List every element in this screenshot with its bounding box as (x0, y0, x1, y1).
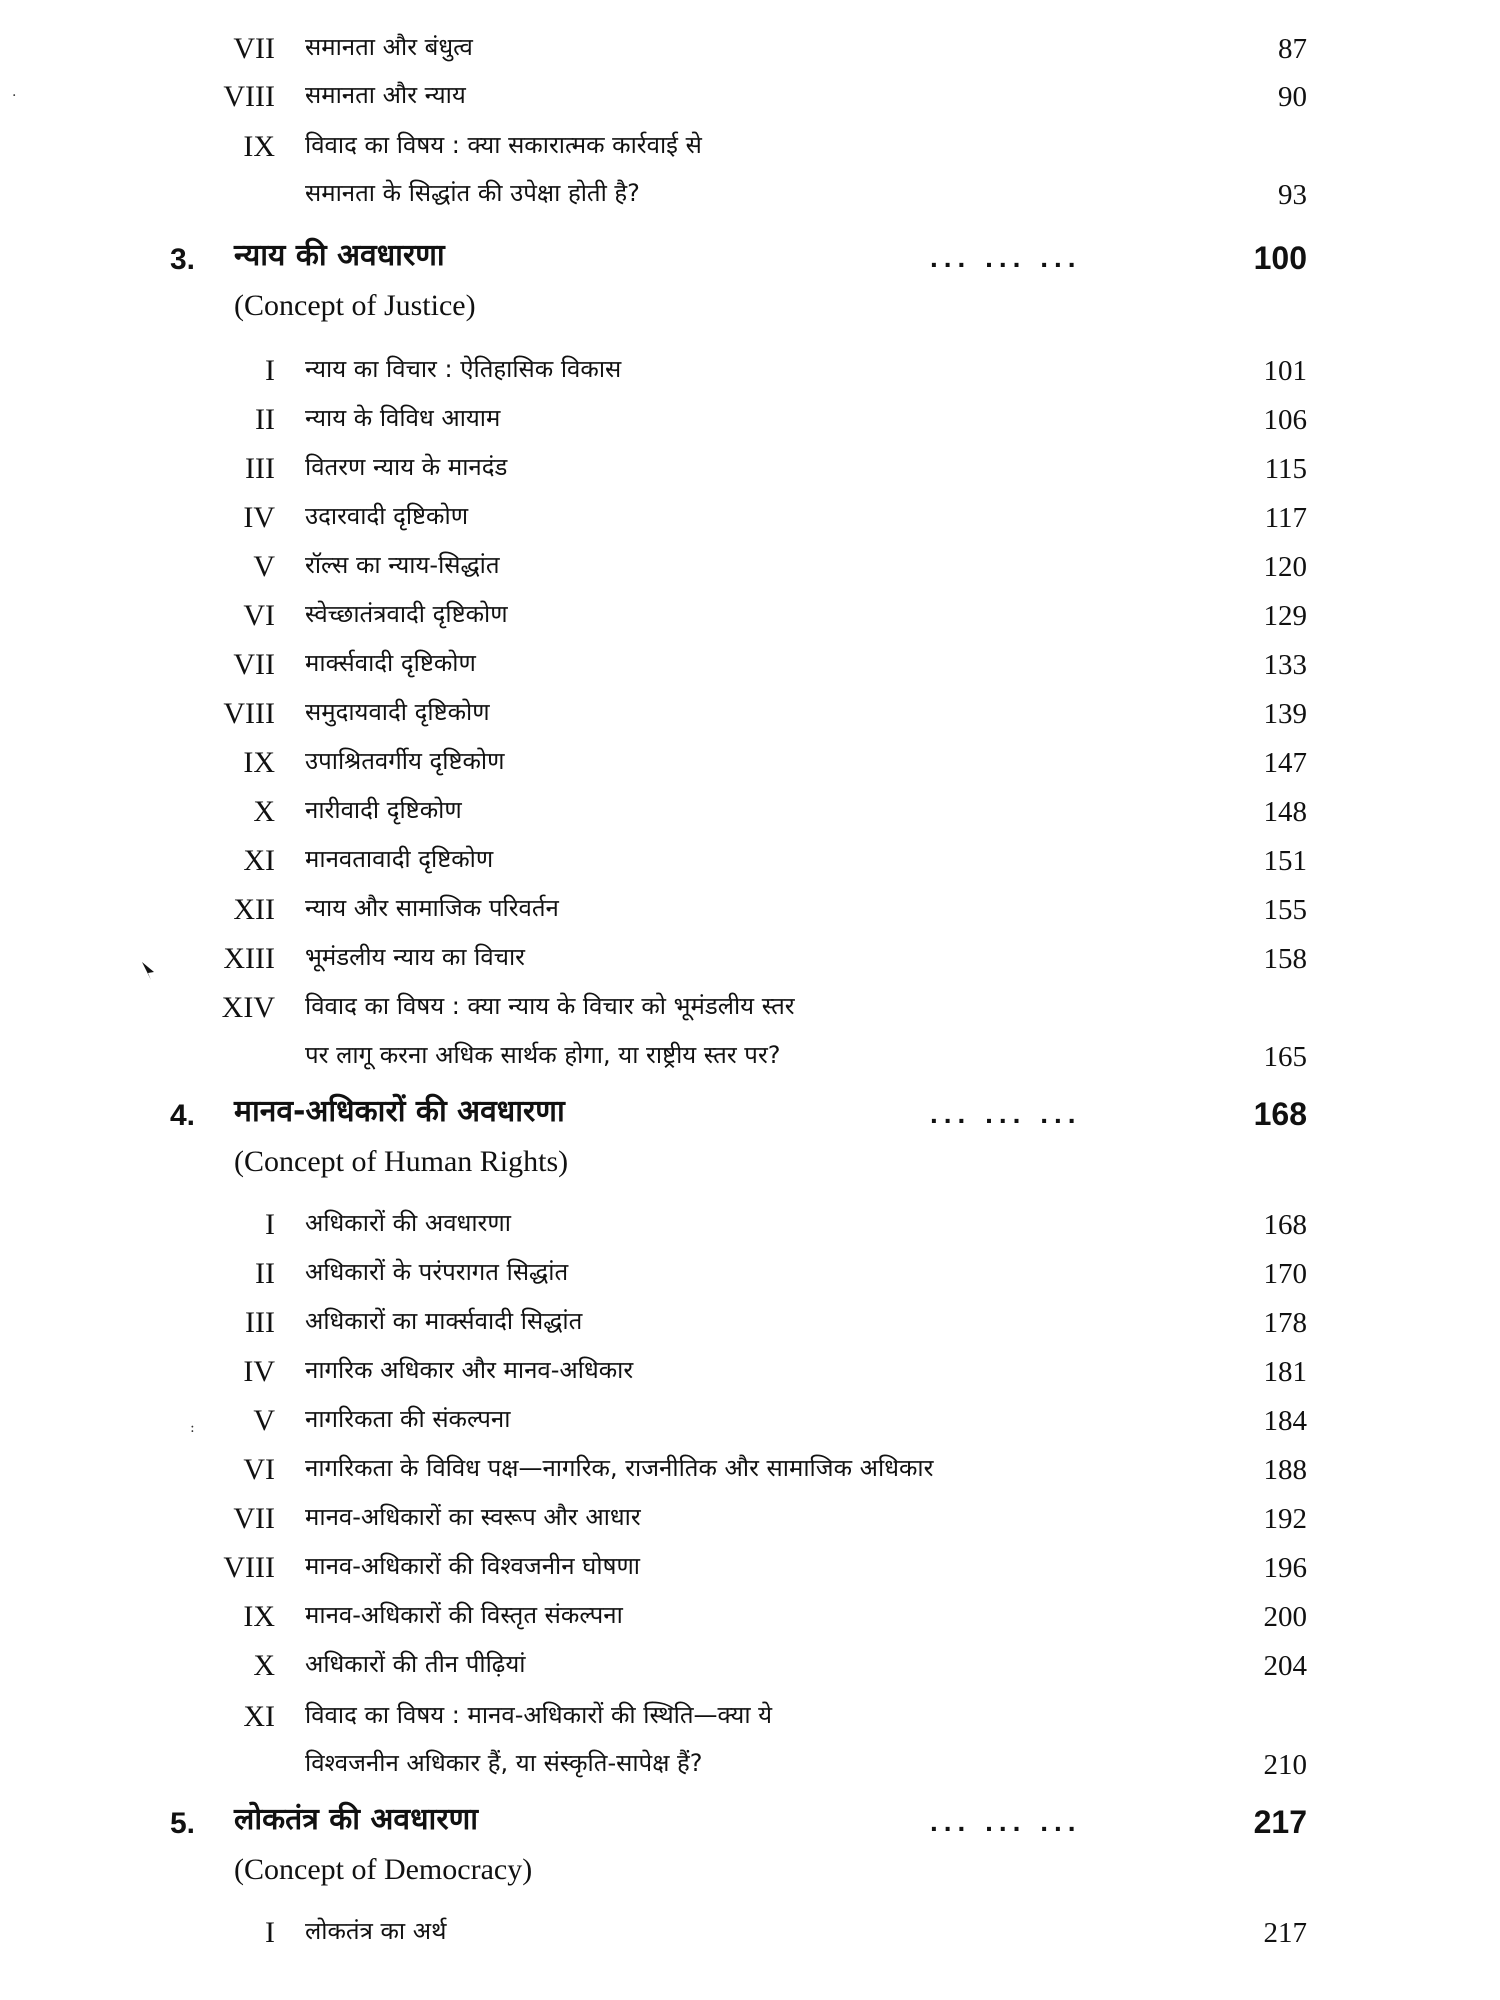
entry-page: 139 (1263, 698, 1307, 730)
entry-title: मानवतावादी दृष्टिकोण (305, 845, 494, 873)
entry-page: 158 (1263, 943, 1307, 975)
entry-title: विवाद का विषय : क्या सकारात्मक कार्रवाई से (305, 131, 702, 159)
entry-title: अधिकारों की तीन पीढ़ियां (305, 1650, 526, 1678)
toc-entry (0, 689, 1500, 737)
entry-title: मानव-अधिकारों का स्वरूप और आधार (305, 1503, 641, 1531)
entry-page: 87 (1278, 33, 1307, 65)
entry-title: अधिकारों की अवधारणा (305, 1209, 511, 1237)
entry-page: 184 (1263, 1405, 1307, 1437)
entry-page: 151 (1263, 845, 1307, 877)
entry-roman: VIII (223, 697, 275, 730)
toc-entry (0, 738, 1500, 786)
entry-title: समानता और न्याय (305, 81, 466, 109)
toc-entry (0, 885, 1500, 933)
entry-title: पर लागू करना अधिक सार्थक होगा, या राष्ट्रीय स्तर पर? (305, 1041, 781, 1069)
entry-page: 155 (1263, 894, 1307, 926)
scan-speck-icon: : (190, 1420, 195, 1436)
entry-roman: VII (233, 648, 275, 681)
entry-title: विवाद का विषय : मानव-अधिकारों की स्थिति—क्या ये (305, 1701, 773, 1729)
entry-roman: XIV (221, 991, 275, 1024)
chapter-number: 3. (170, 243, 196, 276)
chapter-title: मानव-अधिकारों की अवधारणा (234, 1094, 565, 1129)
entry-title: समुदायवादी दृष्टिकोण (305, 698, 490, 726)
entry-title: विश्वजनीन अधिकार हैं, या संस्कृति-सापेक्ष हैं? (305, 1749, 703, 1777)
toc-entry (0, 1249, 1500, 1297)
entry-page: 178 (1263, 1307, 1307, 1339)
leader-dots: ... ... ... (930, 1098, 1082, 1129)
entry-page: 133 (1263, 649, 1307, 681)
entry-title: नागरिक अधिकार और मानव-अधिकार (305, 1356, 634, 1384)
entry-roman: IX (243, 746, 275, 779)
entry-roman: IV (243, 501, 275, 534)
chapter-page: 217 (1253, 1804, 1307, 1840)
toc-entry (0, 444, 1500, 492)
entry-title: मानव-अधिकारों की विश्वजनीन घोषणा (305, 1552, 641, 1580)
toc-entry (0, 1908, 1500, 1956)
entry-roman: VIII (223, 80, 275, 113)
entry-roman: VII (233, 32, 275, 65)
toc-entry (0, 493, 1500, 541)
chapter-english-title: (Concept of Human Rights) (234, 1145, 569, 1178)
toc-entry (0, 934, 1500, 982)
entry-roman: I (265, 1208, 275, 1241)
entry-roman: V (253, 1404, 275, 1437)
toc-entry (0, 122, 1500, 170)
toc-entry (0, 346, 1500, 394)
entry-title: अधिकारों के परंपरागत सिद्धांत (305, 1258, 569, 1286)
entry-page: 129 (1263, 600, 1307, 632)
entry-page: 120 (1263, 551, 1307, 583)
toc-entry (0, 170, 1500, 218)
chapter-number: 5. (170, 1807, 196, 1840)
entry-roman: I (265, 1916, 275, 1949)
entry-title: मानव-अधिकारों की विस्तृत संकल्पना (305, 1601, 623, 1629)
entry-title: उपाश्रितवर्गीय दृष्टिकोण (305, 747, 505, 775)
entry-title: समानता और बंधुत्व (305, 33, 473, 61)
entry-title: न्याय का विचार : ऐतिहासिक विकास (305, 355, 622, 383)
toc-entry (0, 1543, 1500, 1591)
entry-page: 170 (1263, 1258, 1307, 1290)
toc-entry (0, 542, 1500, 590)
toc-entry (0, 24, 1500, 72)
toc-entry (0, 1032, 1500, 1080)
toc-entry (0, 1445, 1500, 1493)
toc-entry (0, 1592, 1500, 1640)
toc-entry (0, 1494, 1500, 1542)
entry-roman: XI (243, 844, 275, 877)
entry-roman: XIII (223, 942, 275, 975)
scan-speck-icon: · (12, 88, 17, 104)
entry-roman: IX (243, 130, 275, 163)
entry-page: 147 (1263, 747, 1307, 779)
entry-page: 90 (1278, 81, 1307, 113)
entry-roman: V (253, 550, 275, 583)
entry-roman: II (255, 403, 275, 436)
entry-title: भूमंडलीय न्याय का विचार (305, 943, 525, 971)
entry-page: 93 (1278, 179, 1307, 211)
toc-entry (0, 72, 1500, 120)
entry-page: 106 (1263, 404, 1307, 436)
entry-page: 200 (1263, 1601, 1307, 1633)
entry-roman: VII (233, 1502, 275, 1535)
entry-page: 168 (1263, 1209, 1307, 1241)
entry-roman: IX (243, 1600, 275, 1633)
toc-entry (0, 1641, 1500, 1689)
entry-page: 165 (1263, 1041, 1307, 1073)
entry-title: वितरण न्याय के मानदंड (305, 453, 508, 481)
entry-page: 192 (1263, 1503, 1307, 1535)
entry-page: 196 (1263, 1552, 1307, 1584)
chapter-english-title: (Concept of Democracy) (234, 1853, 533, 1886)
chapter-page: 168 (1253, 1096, 1307, 1132)
toc-entry (0, 787, 1500, 835)
entry-page: 101 (1263, 355, 1307, 387)
entry-title: न्याय और सामाजिक परिवर्तन (305, 894, 559, 922)
toc-entry (0, 1740, 1500, 1788)
entry-title: उदारवादी दृष्टिकोण (305, 502, 469, 530)
entry-title: नारीवादी दृष्टिकोण (305, 796, 462, 824)
entry-title: अधिकारों का मार्क्सवादी सिद्धांत (305, 1307, 583, 1335)
entry-roman: X (253, 795, 275, 828)
entry-roman: X (253, 1649, 275, 1682)
toc-entry (0, 1396, 1500, 1444)
entry-roman: XI (243, 1700, 275, 1733)
entry-title: रॉल्स का न्याय-सिद्धांत (305, 551, 500, 579)
toc-entry (0, 1200, 1500, 1248)
entry-title: स्वेच्छातंत्रवादी दृष्टिकोण (305, 600, 508, 628)
entry-roman: IV (243, 1355, 275, 1388)
toc-entry (0, 640, 1500, 688)
entry-title: नागरिकता की संकल्पना (305, 1405, 511, 1433)
leader-dots: ... ... ... (930, 1806, 1082, 1837)
chapter-heading (0, 1086, 1500, 1140)
chapter-heading (0, 1794, 1500, 1848)
entry-roman: II (255, 1257, 275, 1290)
chapter-heading (0, 230, 1500, 284)
entry-roman: VI (243, 599, 275, 632)
entry-title: लोकतंत्र का अर्थ (305, 1917, 447, 1945)
entry-page: 210 (1263, 1749, 1307, 1781)
toc-entry (0, 1347, 1500, 1395)
toc-entry (0, 591, 1500, 639)
entry-title: विवाद का विषय : क्या न्याय के विचार को भूमंडलीय स्तर (305, 992, 795, 1020)
chapter-page: 100 (1253, 240, 1307, 276)
entry-roman: III (245, 452, 275, 485)
entry-roman: VIII (223, 1551, 275, 1584)
entry-page: 217 (1263, 1917, 1307, 1949)
entry-title: न्याय के विविध आयाम (305, 404, 501, 432)
entry-page: 204 (1263, 1650, 1307, 1682)
entry-title: नागरिकता के विविध पक्ष—नागरिक, राजनीतिक और सामाजिक अधिकार (305, 1454, 934, 1482)
entry-page: 117 (1264, 502, 1307, 534)
toc-entry (0, 836, 1500, 884)
toc-entry (0, 983, 1500, 1031)
entry-title: मार्क्सवादी दृष्टिकोण (305, 649, 476, 677)
toc-entry (0, 1692, 1500, 1740)
entry-page: 115 (1264, 453, 1307, 485)
entry-page: 148 (1263, 796, 1307, 828)
toc-entry (0, 1298, 1500, 1346)
toc-entry (0, 395, 1500, 443)
leader-dots: ... ... ... (930, 242, 1082, 273)
chapter-number: 4. (170, 1099, 196, 1132)
entry-page: 188 (1263, 1454, 1307, 1486)
scan-mark-arrow-icon (140, 960, 158, 982)
chapter-title: लोकतंत्र की अवधारणा (234, 1802, 479, 1837)
entry-page: 181 (1263, 1356, 1307, 1388)
entry-roman: I (265, 354, 275, 387)
chapter-title: न्याय की अवधारणा (234, 238, 445, 273)
entry-title: समानता के सिद्धांत की उपेक्षा होती है? (305, 179, 640, 207)
entry-roman: VI (243, 1453, 275, 1486)
entry-roman: III (245, 1306, 275, 1339)
chapter-english-title: (Concept of Justice) (234, 289, 476, 322)
entry-roman: XII (233, 893, 275, 926)
